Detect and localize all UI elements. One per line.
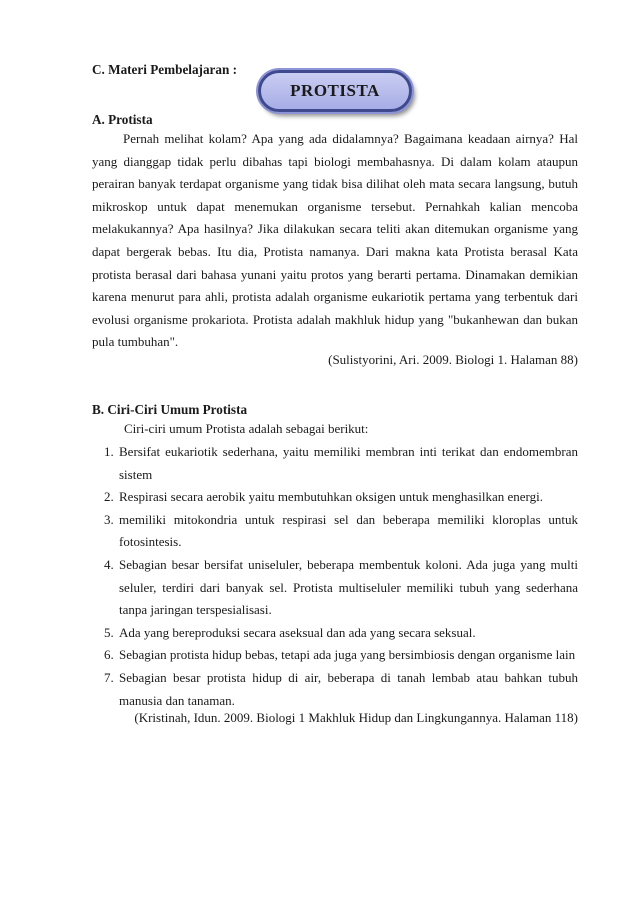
list-item-number: 7. bbox=[104, 669, 114, 685]
list-item-number: 5. bbox=[104, 624, 114, 640]
list-item-number: 4. bbox=[104, 556, 114, 572]
list-item-number: 6. bbox=[104, 647, 114, 663]
list-item-number: 2. bbox=[104, 489, 114, 505]
section-b-heading: B. Ciri-Ciri Umum Protista bbox=[92, 402, 248, 417]
section-b-intro: Ciri-ciri umum Protista adalah sebagai berikut: bbox=[124, 421, 369, 436]
list-item bbox=[92, 667, 578, 712]
list-item-text: Bersifat eukariotik sederhana, yaitu memiliki membran inti terikat dan endomembran sistem bbox=[119, 444, 578, 482]
section-c-heading: C. Materi Pembelajaran : bbox=[92, 62, 238, 77]
section-a-citation: (Sulistyorini, Ari. 2009. Biologi 1. Halaman 88) bbox=[328, 352, 578, 367]
list-item bbox=[92, 509, 578, 554]
list-item bbox=[92, 486, 578, 509]
protista-title-badge: PROTISTA bbox=[258, 70, 412, 112]
characteristics-list bbox=[92, 441, 578, 712]
protista-paragraph-text: Pernah melihat kolam? Apa yang ada didalamnya? Bagaimana keadaan airnya? Hal yang dianggap tidak perlu dibahas tapi biologi membahasnya. Di dalam kolam ataupun perairan banyak terdapat organisme yang tidak bisa dilihat oleh mata secara langsung, butuh mikroskop untuk dapat menemukan organisme tersebut. Pernahkah kalian mencoba melakukannya? Apa hasilnya? Jika dilakukan secara teliti akan ditemukan organisme yang dapat bergerak bebas. Itu dia, Protista namanya. Dari makna kata Protista berasal Kata protista berasal dari bahasa yunani yaitu protos yang berarti pertama. Dinamakan demikian karena menurut para ahli, protista adalah organisme eukariotik pertama yang terbentuk dari evolusi organisme prokariota. Protista adalah makhluk hidup yang "bukanhewan dan bukan pula tumbuhan". bbox=[92, 131, 578, 350]
protista-paragraph bbox=[92, 128, 578, 354]
list-item bbox=[92, 554, 578, 622]
list-item-text: Respirasi secara aerobik yaitu membutuhkan oksigen untuk menghasilkan energi. bbox=[119, 489, 543, 505]
list-item-text: Sebagian besar protista hidup di air, beberapa di tanah lembab atau bahkan tubuh manusia dan tanaman. bbox=[119, 669, 578, 708]
list-item-number: 3. bbox=[104, 511, 114, 527]
list-item-text: Sebagian besar bersifat uniseluler, beberapa membentuk koloni. Ada juga yang multi seluler, terdiri dari banyak sel. Protista multiseluler memiliki tubuh yang sederhana tanpa jaringan terspesialisasi. bbox=[119, 556, 578, 618]
list-item-text: Sebagian protista hidup bebas, tetapi ada juga yang bersimbiosis dengan organisme lain bbox=[119, 647, 576, 663]
list-item bbox=[92, 644, 578, 667]
list-item-number: 1. bbox=[104, 444, 114, 459]
list-item bbox=[92, 622, 578, 645]
section-a-heading: A. Protista bbox=[92, 112, 153, 127]
list-item-text: memiliki mitokondria untuk respirasi sel dan beberapa memiliki kloroplas untuk fotosintesis. bbox=[119, 511, 578, 550]
list-item-text: Ada yang bereproduksi secara aseksual dan ada yang secara seksual. bbox=[119, 624, 476, 640]
section-b-citation: (Kristinah, Idun. 2009. Biologi 1 Makhluk Hidup dan Lingkungannya. Halaman 118) bbox=[134, 710, 578, 725]
list-item bbox=[92, 441, 578, 486]
